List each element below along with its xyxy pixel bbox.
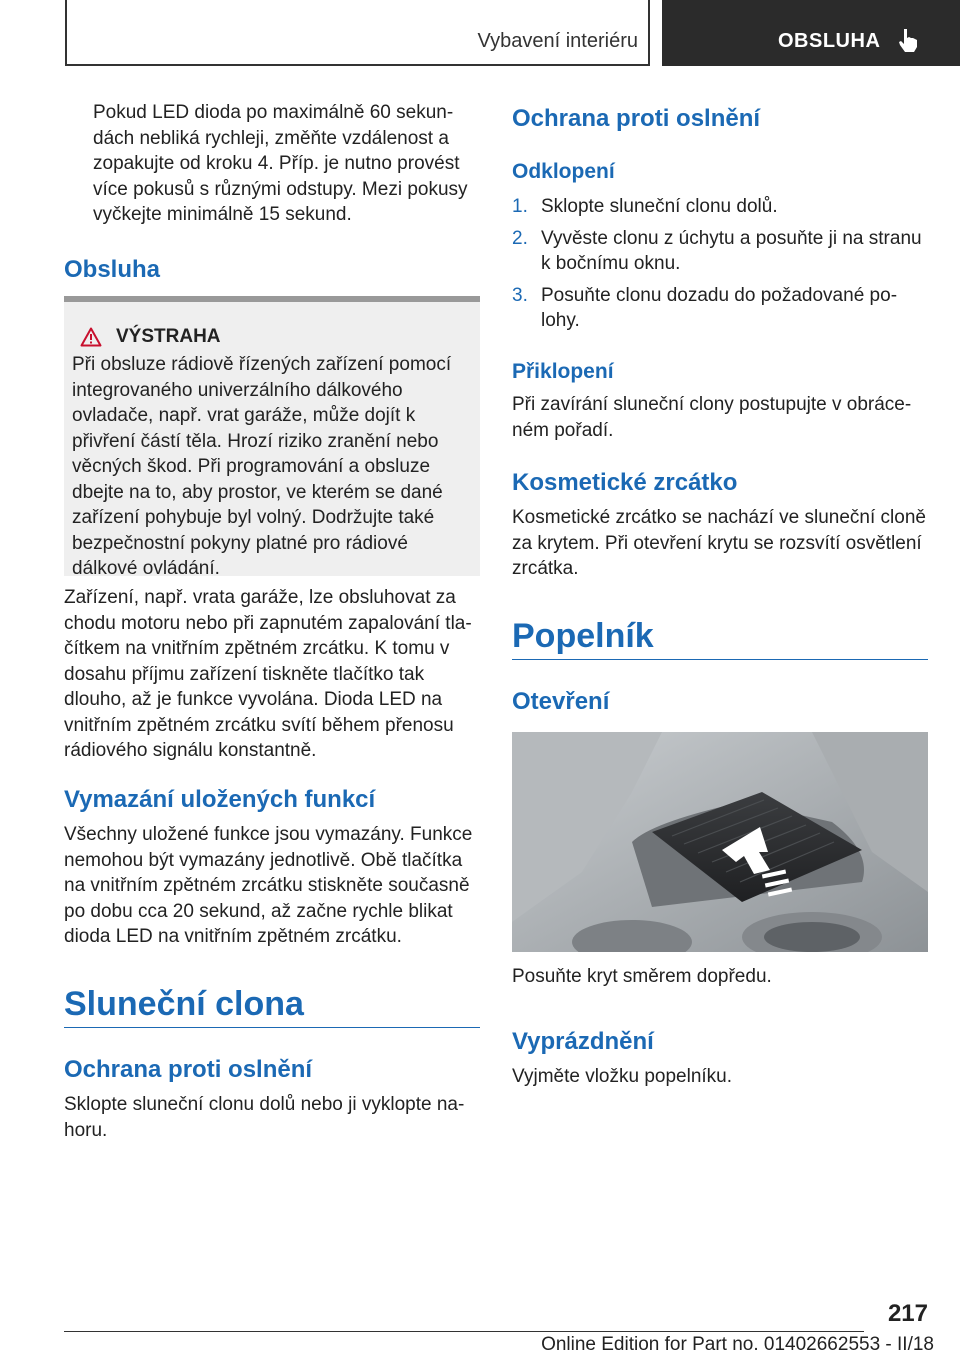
- warning-box: [64, 296, 480, 579]
- heading-rule: [64, 1027, 480, 1028]
- heading-priklopeni: Přiklopení: [512, 360, 614, 383]
- header-tab[interactable]: [662, 0, 960, 66]
- list-item: [512, 283, 928, 334]
- heading-ochrana-right: Ochrana proti oslnění: [512, 105, 761, 132]
- photo-caption: Posuňte kryt směrem dopředu.: [512, 966, 772, 987]
- list-item: [512, 226, 928, 277]
- heading-ochrana-left: Ochrana proti oslnění: [64, 1056, 313, 1083]
- heading-vyprazdneni: Vyprázdnění: [512, 1028, 654, 1055]
- heading-odklopeni: Odklopení: [512, 160, 615, 183]
- header-tab-label: OBSLUHA: [778, 30, 881, 52]
- steps-list: [512, 194, 928, 340]
- step-number: 1.: [512, 196, 528, 217]
- step-text: Vyvěste clonu z úchytu a posuňte ji na stranu k bočnímu oknu.: [541, 227, 922, 274]
- heading-slunecni-clona: Sluneční clona: [64, 985, 304, 1023]
- ashtray-photo: [512, 732, 928, 952]
- footer-edition: Online Edition for Part no. 01402662553 - II/18: [541, 1334, 934, 1355]
- footer-rule: [64, 1331, 864, 1332]
- heading-popelnik: Popelník: [512, 617, 654, 655]
- step-number: 2.: [512, 227, 528, 249]
- heading-obsluha: Obsluha: [64, 256, 161, 283]
- step-text: Sklopte sluneční clonu dolů.: [541, 196, 778, 217]
- header-section-title: Vybavení interiéru: [477, 30, 638, 52]
- list-item: [512, 194, 928, 220]
- paragraph-priklopeni: Při zavírání sluneční clony postupujte v obráceném pořadí.: [512, 394, 912, 441]
- warning-title: VÝSTRAHA: [116, 326, 221, 347]
- page-header: [0, 0, 960, 66]
- step-text: Posuňte clonu dozadu do požadované polohy.: [541, 284, 898, 331]
- hand-pointer-icon: [896, 27, 922, 53]
- step-number: 3.: [512, 284, 528, 306]
- warning-header: [80, 326, 470, 348]
- paragraph-vymazani: Všechny uložené funkce jsou vymazány. Funkce nemohou být vymazány jednotlivě. Obě tlačítka na vnitřním zpětném zrcátku stiskněte současně po dobu cca 20 sekund, až začne rychle blikat dioda LED na vnitřním zpětném zrcátku.: [64, 824, 473, 947]
- warning-triangle-icon: [80, 327, 102, 347]
- heading-vymazani: Vymazání uložených funkcí: [64, 786, 376, 813]
- heading-rule: [512, 659, 928, 660]
- page-number: 217: [887, 1300, 928, 1327]
- heading-otevreni: Otevření: [512, 688, 610, 715]
- paragraph-obsluha: Zařízení, např. vrata garáže, lze obsluhovat za chodu motoru nebo při zapnutém zapalování tlačítkem na vnitřním zpětném zrcátku. K tomu v dosahu příjmu zařízení tiskněte tlačítko tak dlouho, až je funkce vyvolána. Dioda LED na vnitřním zpětném zrcátku svítí během přenosu rádiového signálu konstantně.: [64, 587, 472, 761]
- paragraph-vyprazdneni: Vyjměte vložku popelníku.: [512, 1066, 733, 1087]
- paragraph-ochrana: Sklopte sluneční clonu dolů nebo ji vyklopte nahoru.: [64, 1094, 465, 1141]
- ashtray-illustration: [512, 732, 928, 952]
- heading-kosmeticke: Kosmetické zrcátko: [512, 469, 738, 496]
- warning-text: Při obsluze rádiově řízených zařízení pomocí integrovaného univerzálního dálkového ovladače, např. vrat garáže, může dojít k přivření částí těla. Hrozí riziko zranění nebo věcných škod. Při programování a obsluze dbejte na to, aby prostor, ve kterém se dané zařízení pohybuje byl volný. Dodržujte také bezpečnostní pokyny platné pro rádiové dálkové ovládání.: [72, 354, 452, 579]
- intro-paragraph: Pokud LED dioda po maximálně 60 sekundách nebliká rychleji, změňte vzdálenost a zopakujte od kroku 4. Příp. je nutno provést více pokusů s různými odstupy. Mezi pokusy vyčkejte minimálně 15 sekund.: [93, 102, 468, 225]
- paragraph-kosmeticke: Kosmetické zrcátko se nachází ve sluneční cloně za krytem. Při otevření krytu se rozsvítí osvětlení zrcátka.: [512, 507, 926, 579]
